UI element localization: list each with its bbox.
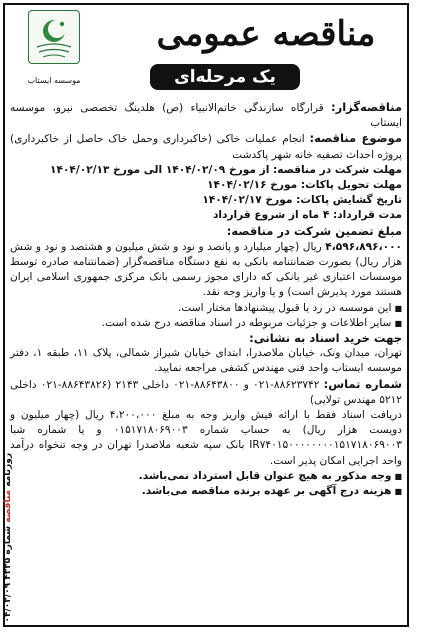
organizer-row <box>10 100 402 131</box>
bullet-item: ■ وجه مذکور به هیچ عنوان قابل استرداد نمی‌باشد. <box>10 469 402 484</box>
organizer-value: قرارگاه سازندگی خاتم‌الانبیاء (ص) هلدینگ تخصصی نیرو، موسسه ایستاب <box>10 102 402 130</box>
tender-body <box>10 100 402 499</box>
subject-value: انجام عملیات خاکی (خاکبرداری وحمل خاک حاصل از خاکبرداری) پروژه احداث تصفیه خانه شهر پاکدشت <box>10 133 402 161</box>
duration-label: مدت قرارداد: <box>332 209 402 222</box>
newspaper-stamp <box>3 453 13 622</box>
page-title: مناقصه عمومی <box>156 14 376 54</box>
guarantee-label: مبلغ تضمین شرکت در مناقصه: <box>226 223 402 238</box>
delivery-row <box>10 178 402 193</box>
opening-value: مورخ ۱۴۰۴/۰۲/۱۷ <box>202 194 297 207</box>
logo-caption: موسسه ایستاب <box>27 76 81 85</box>
issue-date: ۰۴/۰۲/۰۹ <box>3 582 13 622</box>
phone-row <box>10 377 402 408</box>
phone-value: ۸۸۶۲۳۷۴۲-۰۲۱ و ۸۸۶۴۳۸۰۰-۰۲۱ داخلی ۲۱۴۳ (۸۸۶۴۳۸۲۶-۰۲۱ داخلی ۵۲۱۲ مهندس تولایی) <box>10 378 402 406</box>
deadline-row <box>10 163 402 178</box>
duration-row <box>10 208 402 223</box>
guarantee-row <box>10 224 402 240</box>
delivery-value: مورخ ۱۴۰۴/۰۲/۱۶ <box>207 179 301 192</box>
newspaper-brand: مناقصه <box>3 489 13 523</box>
phone-label: شماره تماس: <box>323 376 402 391</box>
opening-label: تاریخ گشایش پاکات: <box>296 194 402 207</box>
organizer-label: مناقصه‌گزار: <box>331 100 402 114</box>
address-value: تهران، میدان ونک، خیابان ملاصدرا، ابتدای خیابان شیراز شمالی، پلاک ۱۱، طبقه ۱، دفتر موسسه ایستاب واحد فنی مهندس کشفی مراجعه نمایید. <box>10 347 402 375</box>
deadline-label: مهلت شرکت در مناقصه: <box>273 163 402 176</box>
logo-emblem-icon <box>29 11 79 63</box>
address-label: جهت خرید اسناد به نشانی: <box>249 331 402 346</box>
note-item: ■ این موسسه در رد یا قبول پیشنهادها مختار است. <box>10 301 402 316</box>
delivery-label: مهلت تحویل پاکات: <box>300 179 402 192</box>
deadline-value: از مورخ ۱۴۰۴/۰۲/۰۹ الی مورخ ۱۴۰۴/۰۲/۱۳ <box>50 163 274 176</box>
issue-number: شماره ۴۳۳۵ <box>3 525 13 580</box>
subject-row <box>10 131 402 162</box>
tender-type-badge: یک مرحله‌ای <box>150 64 300 90</box>
guarantee-amount: ۴،۵۹۶،۸۹۶،۰۰۰ <box>325 240 402 253</box>
opening-row <box>10 193 402 208</box>
subject-label: موضوع مناقصه: <box>309 131 402 146</box>
organization-logo <box>28 10 80 64</box>
newspaper-name: روزنامه <box>3 452 13 487</box>
payment-text: دریافت اسناد فقط با ارائه فیش واریز وجه به مبلغ ۴،۲۰۰،۰۰۰ ریال (چهار میلیون و دویست هزار ریال) به حساب شماره ۰۱۵۱۷۱۸۰۶۹۰۰۳ و یا شماره شبا IR۷۴۰۱۵۰۰۰۰۰۰۰۰۱۵۱۷۱۸۰۶۹۰۰۳ بانک سپه شعبه ملاصدرا تهران در وجه تنخواه درآمد واحد اجرایی امکان پذیر است. <box>10 409 403 467</box>
bullet-item: ■ هزینه درج آگهی بر عهده برنده مناقصه می‌باشد. <box>10 484 402 499</box>
guarantee-text <box>10 240 402 301</box>
guarantee-description: ریال (چهار میلیارد و پانصد و نود و شش میلیون و هشتصد و نود و شش هزار ریال) بصورت ضمانتنامه بانکی به نفع دستگاه مناقصه‌گزار (ضمانتنامه صادره توسط موسسات اعتباری غیر بانکی که دارای مجوز رسمی بانک مرکزی جمهوری اسلامی ایران هستند مورد پذیرش است) و یا واریز وجه نقد. <box>10 240 402 299</box>
duration-value: ۴ ماه از شروع قرارداد <box>212 209 333 222</box>
note-item: ■ سایر اطلاعات و جزئیات مربوطه در اسناد مناقصه درج شده است. <box>10 316 402 331</box>
